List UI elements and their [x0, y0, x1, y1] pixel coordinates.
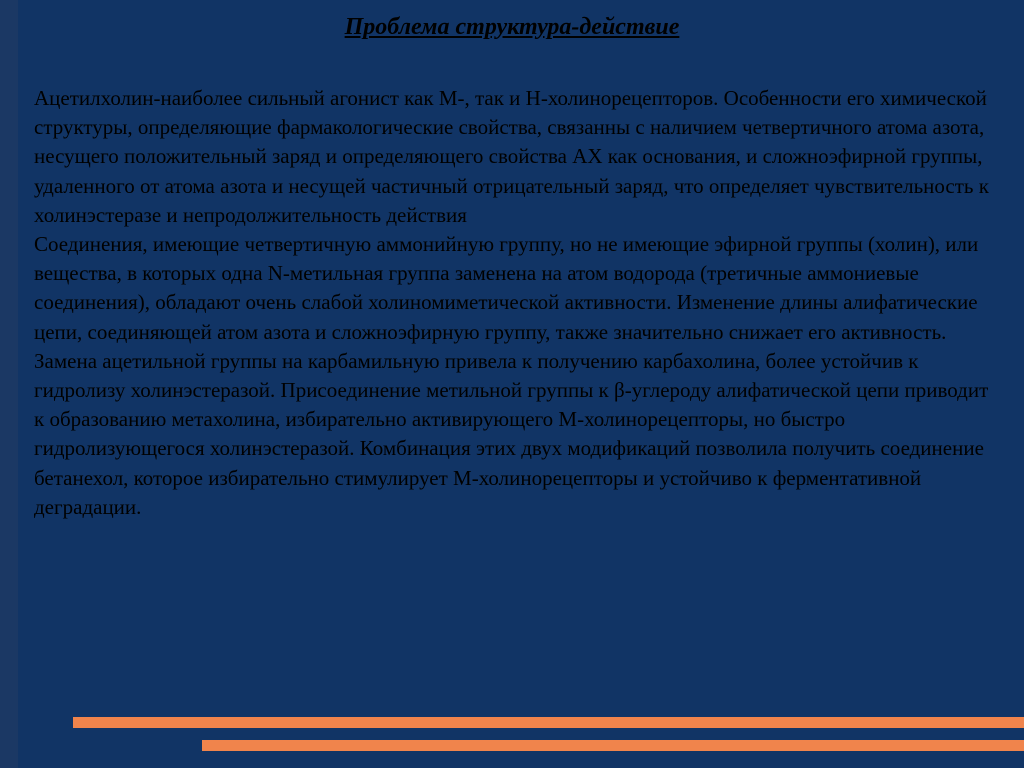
slide-title: Проблема структура-действие	[344, 14, 680, 40]
paragraph-acetylcholine: Ацетилхолин-наиболее сильный агонист как М-, так и Н-холинорецепторов. Особенности его химической структуры, определяющие фармакологические свойства, связанны с наличием четвертичного атома азота, несущего положительный заряд и определяющего свойства АХ как основания, и сложноэфирной группы, удаленного от атома азота и несущей частичный отрицательный заряд, что определяет чувствительность к холинэстеразе и непродолжительность действия	[34, 86, 989, 227]
accent-bar-top	[73, 717, 1024, 728]
accent-bar-bottom	[202, 740, 1024, 751]
paragraph-modifications: Замена ацетильной группы на карбамильную привела к получению карбахолина, более устойчив к гидролизу холинэстеразой. Присоединение метильной группы к β-углероду алифатической цепи приводит к образованию метахолина, избирательно активирующего М-холинорецепторы, но быстро гидролизующегося холинэстеразой. Комбинация этих двух модификаций позволила получить соединение бетанехол, которое избирательно стимулирует М-холинорецепторы и устойчиво к ферментативной деградации.	[34, 348, 989, 519]
paragraph-quaternary-compounds: Соединения, имеющие четвертичную аммонийную группу, но не имеющие эфирной группы (холин), или вещества, в которых одна N-метильная группа заменена на атом водорода (третичные аммониевые соединения), обладают очень слабой холиномиметической активности. Изменение длины алифатические цепи, соединяющей атом азота и сложноэфирную группу, также значительно снижает его активность.	[34, 232, 979, 344]
slide-body	[34, 84, 994, 522]
